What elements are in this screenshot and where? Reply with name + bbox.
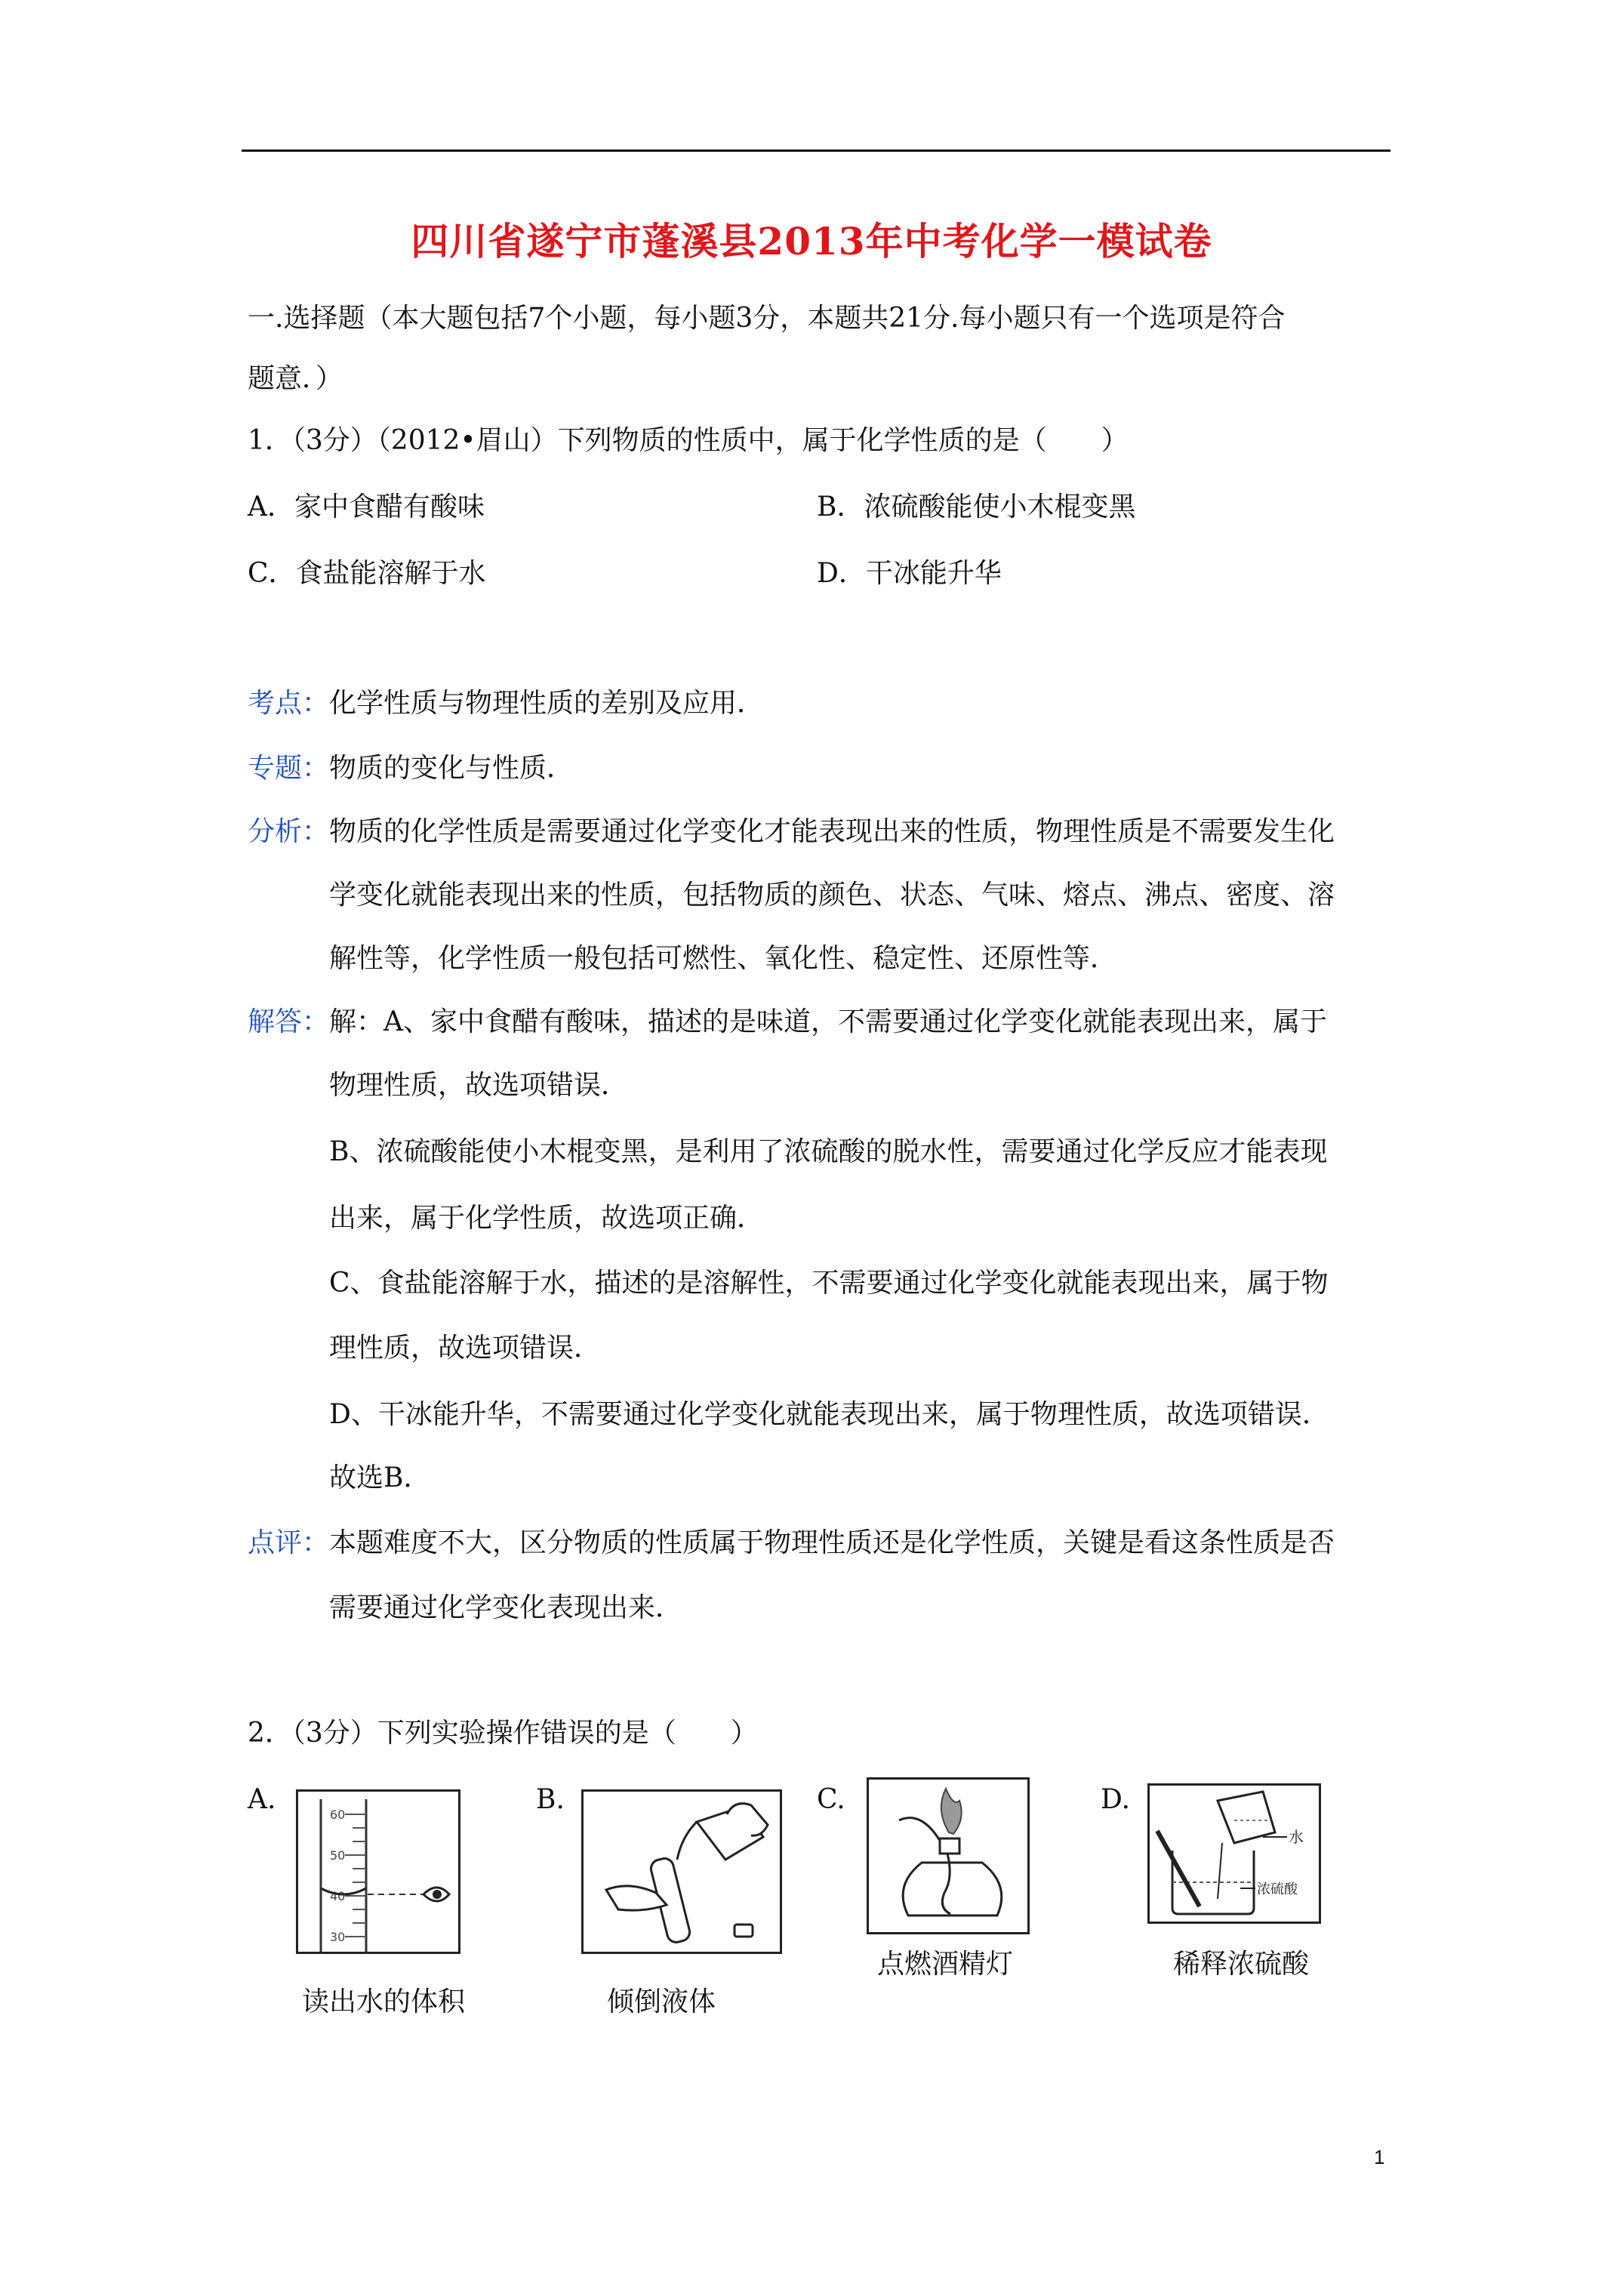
jieda-line-6: 理性质，故选项错误． [329,1333,602,1364]
figure-a-caption: 读出水的体积 [302,1986,466,2017]
dianping-label: 点评： [248,1527,330,1558]
jieda-line-2: 物理性质，故选项错误． [329,1070,629,1101]
header-rule [242,149,1390,152]
page-number: 1 [1374,2146,1385,2168]
figure-a-cylinder-reading [296,1789,460,1954]
cylinder-tick-50: 50 [330,1848,346,1863]
q1-option-c: C．食盐能溶解于水 [248,558,486,589]
kaodian-label: 考点： [248,688,330,719]
exam-title: 四川省遂宁市蓬溪县2013年中考化学一模试卷 [411,219,1212,264]
jieda-line-3: B、浓硫酸能使小木棍变黑，是利用了浓硫酸的脱水性，需要通过化学反应才能表现 [329,1136,1328,1167]
figure-b-caption: 倾倒液体 [607,1986,716,2017]
figure-d-caption: 稀释浓硫酸 [1173,1949,1310,1980]
zhuanti-label: 专题： [248,753,330,784]
q1-fenxi [248,814,1335,850]
sulfuric-acid-label: 浓硫酸 [1257,1881,1298,1897]
cylinder-tick-30: 30 [330,1930,346,1944]
cylinder-tick-60: 60 [330,1808,346,1822]
jieda-line-4: 出来，属于化学性质，故选项正确． [329,1203,765,1234]
q1-option-b: B．浓硫酸能使小木棍变黑 [817,492,1136,522]
figure-d-diluting-acid [1147,1783,1321,1924]
figure-d-letter: D. [1101,1784,1131,1815]
figure-b-letter: B. [536,1784,565,1815]
jieda-line-5: C、食盐能溶解于水，描述的是溶解性，不需要通过化学变化就能表现出来，属于物 [329,1268,1329,1299]
cylinder-tick-40: 40 [330,1889,346,1903]
figure-c-caption: 点燃酒精灯 [877,1949,1014,1980]
jieda-label: 解答： [248,1006,330,1037]
section-heading-line-1: 一.选择题（本大题包括7个小题，每小题3分，本题共21分.每小题只有一个选项是符合 [248,303,1286,334]
q1-dianping [248,1525,1335,1561]
fenxi-label: 分析： [248,816,330,847]
q1-option-a: A．家中食醋有酸味 [248,492,485,522]
section-heading-line-2: 题意．） [248,363,343,394]
figure-c-letter: C. [817,1784,845,1815]
dianping-line-1: 本题难度不大，区分物质的性质属于物理性质还是化学性质，关键是看这条性质是否 [329,1527,1335,1558]
figure-c-alcohol-lamp [867,1777,1030,1934]
q1-stem: 1．（3分）（2012•眉山）下列物质的性质中，属于化学性质的是（ ） [248,425,1129,456]
figure-b-pouring-liquid [581,1789,782,1954]
q2-stem: 2．（3分）下列实验操作错误的是（ ） [248,1718,758,1749]
jieda-line-7: D、干冰能升华，不需要通过化学变化就能表现出来，属于物理性质，故选项错误． [329,1399,1329,1430]
q1-zhuanti [248,750,574,787]
fenxi-line-1: 物质的化学性质是需要通过化学变化才能表现出来的性质，物理性质是不需要发生化 [329,816,1335,847]
q1-jieda [248,1004,1327,1040]
q1-kaodian [248,686,764,722]
fenxi-line-3: 解性等，化学性质一般包括可燃性、氧化性、稳定性、还原性等． [329,943,1118,974]
kaodian-text: 化学性质与物理性质的差别及应用． [329,688,765,719]
water-label: 水 [1289,1828,1304,1846]
fenxi-line-2: 学变化就能表现出来的性质，包括物质的颜色、状态、气味、熔点、沸点、密度、溶 [329,880,1335,911]
q1-option-d: D．干冰能升华 [817,558,1002,589]
jieda-line-8: 故选B． [329,1462,431,1493]
jieda-line-1: 解：A、家中食醋有酸味，描述的是味道，不需要通过化学变化就能表现出来，属于 [329,1006,1328,1037]
zhuanti-text: 物质的变化与性质． [329,753,574,784]
dianping-line-2: 需要通过化学变化表现出来． [329,1592,683,1623]
figure-a-letter: A. [248,1784,276,1815]
